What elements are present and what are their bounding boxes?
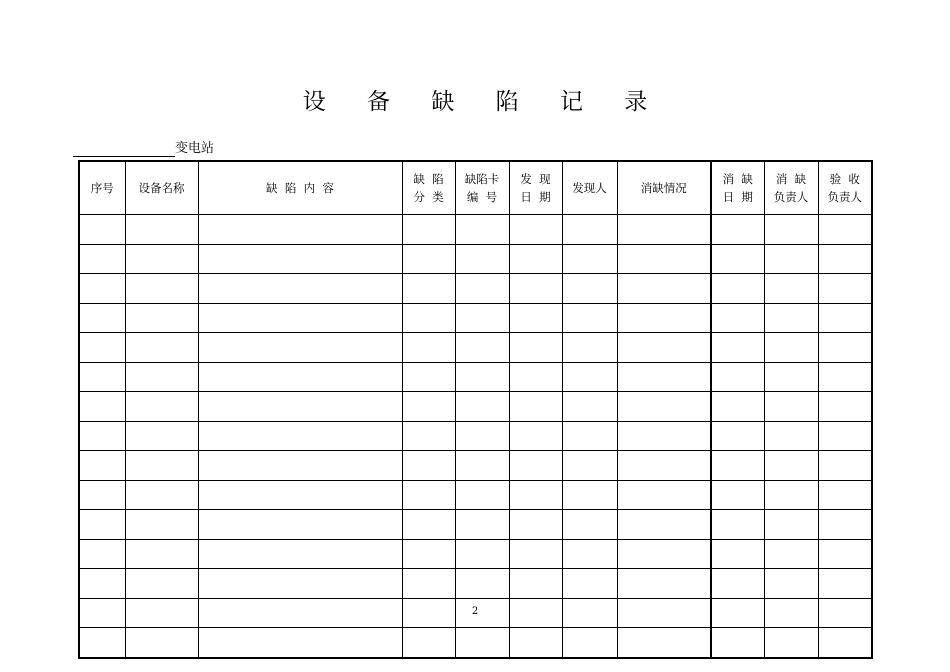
table-cell[interactable] (125, 539, 198, 569)
table-cell[interactable] (198, 480, 402, 510)
table-cell[interactable] (617, 303, 711, 333)
table-cell[interactable] (402, 274, 455, 304)
table-cell[interactable] (764, 362, 818, 392)
column-header-line: 负责人 (773, 190, 809, 204)
table-cell[interactable] (818, 421, 872, 451)
table-cell[interactable] (198, 333, 402, 363)
table-cell[interactable] (509, 362, 562, 392)
table-cell[interactable] (198, 510, 402, 540)
table-cell[interactable] (402, 333, 455, 363)
table-cell[interactable] (125, 244, 198, 274)
table-cell[interactable] (818, 569, 872, 599)
table-body (79, 215, 872, 658)
table-cell[interactable] (402, 244, 455, 274)
table-cell[interactable] (562, 362, 617, 392)
table-cell[interactable] (711, 480, 764, 510)
table-cell[interactable] (79, 421, 125, 451)
table-cell[interactable] (198, 421, 402, 451)
table-cell[interactable] (509, 628, 562, 658)
table-cell[interactable] (711, 244, 764, 274)
table-cell[interactable] (125, 628, 198, 658)
column-header-line: 日 期 (520, 190, 551, 204)
table-row (79, 421, 872, 451)
table-cell[interactable] (711, 333, 764, 363)
table-cell[interactable] (764, 510, 818, 540)
table-cell[interactable] (818, 362, 872, 392)
table-cell[interactable] (818, 451, 872, 481)
table-cell[interactable] (562, 274, 617, 304)
table-cell[interactable] (509, 421, 562, 451)
table-cell[interactable] (198, 628, 402, 658)
table-cell[interactable] (125, 451, 198, 481)
table-cell[interactable] (455, 244, 509, 274)
table-cell[interactable] (617, 628, 711, 658)
table-cell[interactable] (402, 510, 455, 540)
table-cell[interactable] (79, 333, 125, 363)
page-number: 2 (471, 606, 479, 617)
table-cell[interactable] (79, 392, 125, 422)
table-cell[interactable] (617, 510, 711, 540)
table-cell[interactable] (818, 244, 872, 274)
table-cell[interactable] (455, 215, 509, 245)
column-header-line: 消缺情况 (640, 181, 687, 195)
table-cell[interactable] (125, 274, 198, 304)
table-cell[interactable] (562, 392, 617, 422)
table-cell[interactable] (79, 303, 125, 333)
table-cell[interactable] (562, 215, 617, 245)
table-cell[interactable] (617, 362, 711, 392)
table-cell[interactable] (125, 569, 198, 599)
table-cell[interactable] (455, 628, 509, 658)
table-row (79, 628, 872, 658)
table-cell[interactable] (818, 628, 872, 658)
table-header-row (79, 161, 872, 215)
table-cell[interactable] (509, 333, 562, 363)
table-cell[interactable] (617, 274, 711, 304)
table-cell[interactable] (818, 333, 872, 363)
table-row (79, 303, 872, 333)
table-cell[interactable] (764, 628, 818, 658)
table-cell[interactable] (764, 451, 818, 481)
column-header-line: 缺 陷 内 容 (266, 181, 334, 195)
table-cell[interactable] (617, 333, 711, 363)
column-header-line: 日 期 (722, 190, 753, 204)
table-row (79, 215, 872, 245)
table-cell[interactable] (562, 539, 617, 569)
column-header-defect-card-no (455, 161, 509, 215)
table-cell[interactable] (711, 569, 764, 599)
column-header-defect-class (402, 161, 455, 215)
table-cell[interactable] (818, 539, 872, 569)
table-row (79, 392, 872, 422)
column-header-defect-content (198, 161, 402, 215)
column-header-line: 发现人 (572, 181, 607, 195)
table-cell[interactable] (455, 510, 509, 540)
table-cell[interactable] (711, 539, 764, 569)
column-header-equipment-name (125, 161, 198, 215)
column-header-line: 发 现 (520, 172, 551, 186)
table-cell[interactable] (509, 392, 562, 422)
table-cell[interactable] (711, 510, 764, 540)
column-header-line: 负责人 (827, 190, 862, 204)
table-row (79, 510, 872, 540)
table-cell[interactable] (562, 421, 617, 451)
table-cell[interactable] (79, 510, 125, 540)
table-cell[interactable] (455, 333, 509, 363)
table-cell[interactable] (818, 215, 872, 245)
table-row (79, 333, 872, 363)
table-cell[interactable] (125, 333, 198, 363)
table-cell[interactable] (402, 362, 455, 392)
table-cell[interactable] (764, 569, 818, 599)
table-cell[interactable] (402, 392, 455, 422)
table-cell[interactable] (617, 421, 711, 451)
table-cell[interactable] (818, 480, 872, 510)
table-cell[interactable] (125, 303, 198, 333)
table-cell[interactable] (79, 362, 125, 392)
table-cell[interactable] (455, 392, 509, 422)
table-cell[interactable] (711, 362, 764, 392)
column-header-seq (79, 161, 125, 215)
column-header-line: 分 类 (413, 190, 444, 204)
table-cell[interactable] (455, 421, 509, 451)
table-cell[interactable] (198, 539, 402, 569)
table-cell[interactable] (455, 303, 509, 333)
table-cell[interactable] (125, 392, 198, 422)
table-cell[interactable] (818, 274, 872, 304)
table-cell[interactable] (764, 392, 818, 422)
table-cell[interactable] (764, 480, 818, 510)
table-cell[interactable] (509, 510, 562, 540)
table-row (79, 274, 872, 304)
table-cell[interactable] (455, 362, 509, 392)
table-cell[interactable] (79, 451, 125, 481)
table-cell[interactable] (198, 451, 402, 481)
table-cell[interactable] (198, 392, 402, 422)
table-cell[interactable] (455, 274, 509, 304)
table-cell[interactable] (198, 362, 402, 392)
table-cell[interactable] (764, 274, 818, 304)
column-header-finder (562, 161, 617, 215)
table-cell[interactable] (562, 510, 617, 540)
table-cell[interactable] (79, 244, 125, 274)
table-row (79, 480, 872, 510)
table-cell[interactable] (455, 569, 509, 599)
table-cell[interactable] (764, 303, 818, 333)
table-row (79, 539, 872, 569)
table-cell[interactable] (455, 480, 509, 510)
table-cell[interactable] (509, 451, 562, 481)
table-cell[interactable] (617, 244, 711, 274)
column-header-line: 消 缺 (722, 172, 753, 186)
table-cell[interactable] (509, 274, 562, 304)
table-cell[interactable] (818, 392, 872, 422)
column-header-elim-person (764, 161, 818, 215)
table-cell[interactable] (617, 480, 711, 510)
table-cell[interactable] (198, 274, 402, 304)
table-cell[interactable] (562, 480, 617, 510)
table-cell[interactable] (198, 303, 402, 333)
table-cell[interactable] (402, 421, 455, 451)
table-cell[interactable] (125, 362, 198, 392)
table-cell[interactable] (562, 333, 617, 363)
page-title: 设 备 缺 陷 记 录 (302, 89, 665, 115)
table-cell[interactable] (617, 392, 711, 422)
table-cell[interactable] (509, 303, 562, 333)
table-cell[interactable] (402, 628, 455, 658)
table-cell[interactable] (562, 628, 617, 658)
table-cell[interactable] (764, 421, 818, 451)
table-cell[interactable] (402, 215, 455, 245)
table-cell[interactable] (509, 480, 562, 510)
column-header-line: 编 号 (466, 190, 498, 204)
table-cell[interactable] (711, 392, 764, 422)
table-cell[interactable] (455, 539, 509, 569)
table-cell[interactable] (711, 215, 764, 245)
column-header-line: 消 缺 (775, 172, 807, 186)
table-row (79, 451, 872, 481)
table-cell[interactable] (79, 539, 125, 569)
table-cell[interactable] (402, 480, 455, 510)
column-header-line: 验 收 (829, 172, 860, 186)
table-cell[interactable] (509, 215, 562, 245)
table-row (79, 244, 872, 274)
table-cell[interactable] (79, 480, 125, 510)
table-cell[interactable] (764, 539, 818, 569)
table-cell[interactable] (764, 244, 818, 274)
column-header-line: 缺 陷 (413, 172, 444, 186)
table-cell[interactable] (509, 539, 562, 569)
table-cell[interactable] (562, 451, 617, 481)
station-name-blank[interactable] (73, 142, 175, 157)
table-cell[interactable] (198, 244, 402, 274)
station-field (73, 141, 214, 157)
table-row (79, 569, 872, 599)
table-row (79, 362, 872, 392)
table-cell[interactable] (711, 421, 764, 451)
table-cell[interactable] (198, 215, 402, 245)
column-header-found-date (509, 161, 562, 215)
column-header-elimination (617, 161, 711, 215)
table-cell[interactable] (125, 480, 198, 510)
table-cell[interactable] (125, 510, 198, 540)
table-cell[interactable] (764, 215, 818, 245)
table-cell[interactable] (455, 451, 509, 481)
column-header-elim-date (711, 161, 764, 215)
table-cell[interactable] (617, 539, 711, 569)
column-header-accept-person (818, 161, 872, 215)
table-cell[interactable] (617, 569, 711, 599)
column-header-line: 缺陷卡 (464, 172, 500, 186)
table-cell[interactable] (562, 569, 617, 599)
table-cell[interactable] (402, 451, 455, 481)
column-header-line: 序号 (90, 181, 114, 195)
table-cell[interactable] (818, 303, 872, 333)
table-cell[interactable] (125, 421, 198, 451)
table-cell[interactable] (711, 274, 764, 304)
column-header-line: 设备名称 (138, 181, 185, 195)
table-cell[interactable] (711, 628, 764, 658)
table-cell[interactable] (198, 569, 402, 599)
station-label: 变电站 (175, 141, 215, 156)
table-cell[interactable] (79, 215, 125, 245)
table-cell[interactable] (79, 628, 125, 658)
table-cell[interactable] (509, 244, 562, 274)
table-cell[interactable] (562, 303, 617, 333)
defect-record-table (78, 160, 873, 659)
table-cell[interactable] (509, 569, 562, 599)
table-cell[interactable] (79, 274, 125, 304)
table-cell[interactable] (562, 244, 617, 274)
table-cell[interactable] (818, 510, 872, 540)
table-cell[interactable] (711, 303, 764, 333)
table-cell[interactable] (617, 215, 711, 245)
table-cell[interactable] (79, 569, 125, 599)
table-cell[interactable] (402, 303, 455, 333)
table-cell[interactable] (125, 215, 198, 245)
table-cell[interactable] (764, 333, 818, 363)
table-cell[interactable] (617, 451, 711, 481)
table-cell[interactable] (402, 569, 455, 599)
table-cell[interactable] (711, 451, 764, 481)
table-cell[interactable] (402, 539, 455, 569)
